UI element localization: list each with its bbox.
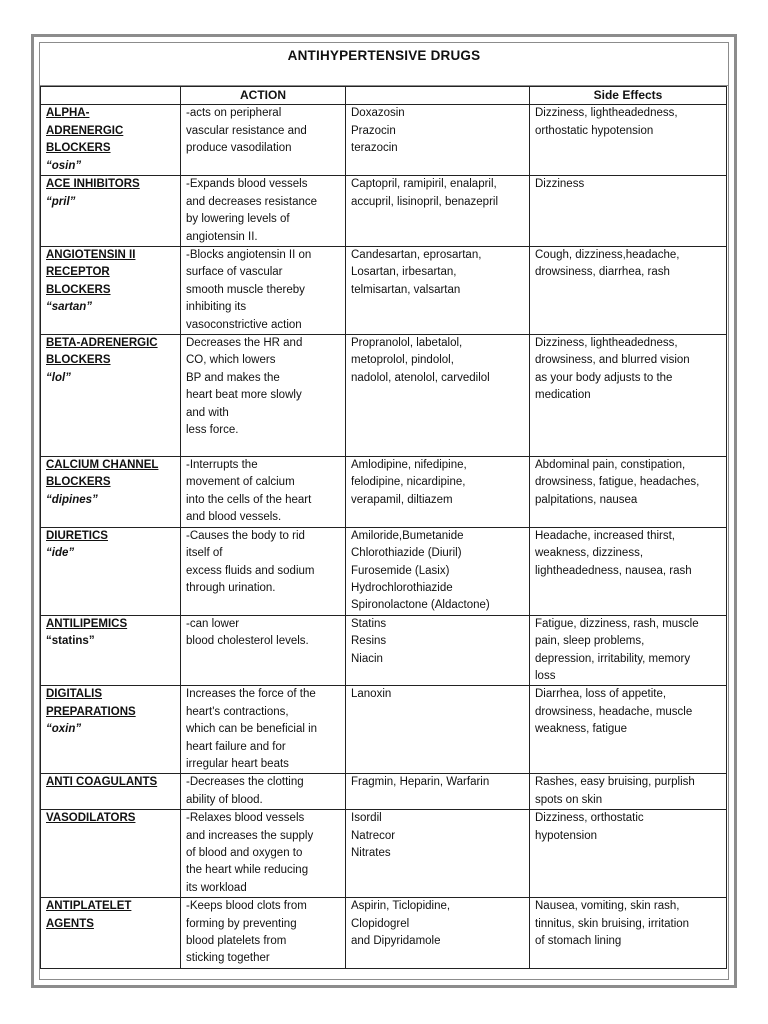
side-effects-cell xyxy=(530,247,727,335)
drug-class-cell xyxy=(41,335,181,457)
drug-class-name: DIGITALIS PREPARATIONS xyxy=(46,688,136,718)
drug-class-name: DIURETICS xyxy=(46,529,108,542)
table-row xyxy=(41,457,727,528)
action-cell xyxy=(181,335,346,457)
action-cell xyxy=(181,105,346,176)
drug-class-suffix: “sartan” xyxy=(46,301,93,314)
header-action: ACTION xyxy=(181,87,346,105)
drug-class-name: CALCIUM CHANNEL BLOCKERS xyxy=(46,459,159,489)
action-cell xyxy=(181,176,346,247)
drugs-cell-text: Fragmin, Heparin, Warfarin xyxy=(351,776,490,789)
drugs-cell-text: Doxazosin Prazocin terazocin xyxy=(351,107,405,155)
header-class xyxy=(41,87,181,105)
action-cell xyxy=(181,898,346,969)
action-cell-text: -can lower blood cholesterol levels. xyxy=(186,617,309,648)
drug-class-suffix: “ide” xyxy=(46,547,75,560)
drug-class-cell xyxy=(41,176,181,247)
side-effects-cell-text: Cough, dizziness,headache, drowsiness, diarrhea, rash xyxy=(535,249,680,279)
action-cell-text: -Interrupts the movement of calcium into the cells of the heart and blood vessels. xyxy=(186,459,312,524)
table-row xyxy=(41,686,727,774)
drug-class-cell xyxy=(41,898,181,969)
drugs-cell xyxy=(346,247,530,335)
header-drugs xyxy=(346,87,530,105)
side-effects-cell xyxy=(530,774,727,810)
side-effects-cell xyxy=(530,335,727,457)
drugs-cell xyxy=(346,615,530,686)
drug-class-name: VASODILATORS xyxy=(46,812,136,825)
side-effects-cell-text: Fatigue, dizziness, rash, muscle pain, sleep problems, depression, irritability, memory loss xyxy=(535,617,699,682)
table-row xyxy=(41,615,727,686)
drug-class-suffix: “oxin” xyxy=(46,723,82,736)
side-effects-cell xyxy=(530,176,727,247)
header-side-effects: Side Effects xyxy=(530,87,727,105)
action-cell-text: -Relaxes blood vessels and increases the supply of blood and oxygen to the heart while reducing its workload xyxy=(186,812,314,894)
drug-class-name: ANTILIPEMICS xyxy=(46,617,128,630)
drug-class-suffix: “osin” xyxy=(46,159,82,172)
action-cell-text: -Decreases the clotting ability of blood. xyxy=(186,776,304,806)
action-cell xyxy=(181,457,346,528)
drug-class-name: ANGIOTENSIN II RECEPTOR BLOCKERS xyxy=(46,249,136,296)
drug-class-name: ANTI COAGULANTS xyxy=(46,776,158,789)
drugs-cell-text: Statins Resins Niacin xyxy=(351,617,387,665)
drug-class-cell xyxy=(41,615,181,686)
drug-class-cell xyxy=(41,105,181,176)
drugs-cell-text: Aspirin, Ticlopidine, Clopidogrel and Dipyridamole xyxy=(351,900,451,948)
side-effects-cell-text: Headache, increased thirst, weakness, dizziness, lightheadedness, nausea, rash xyxy=(535,529,692,577)
drugs-cell xyxy=(346,105,530,176)
side-effects-cell-text: Nausea, vomiting, skin rash, tinnitus, skin bruising, irritation of stomach lining xyxy=(535,900,690,948)
side-effects-cell xyxy=(530,898,727,969)
page-title: ANTIHYPERTENSIVE DRUGS xyxy=(287,48,481,63)
drug-class-cell xyxy=(41,686,181,774)
drugs-cell-text: Amlodipine, nifedipine, felodipine, nicardipine, verapamil, diltiazem xyxy=(351,459,467,506)
action-cell-text: -Blocks angiotensin II on surface of vascular smooth muscle thereby inhibiting its vasoconstrictive action xyxy=(186,249,312,331)
table-row xyxy=(41,898,727,969)
drugs-cell-text: Lanoxin xyxy=(351,688,392,701)
action-cell-text: -acts on peripheral vascular resistance and produce vasodilation xyxy=(186,107,307,155)
drug-class-suffix: “pril” xyxy=(46,195,76,208)
side-effects-cell xyxy=(530,457,727,528)
drugs-cell xyxy=(346,898,530,969)
side-effects-cell xyxy=(530,527,727,615)
action-cell xyxy=(181,686,346,774)
action-cell xyxy=(181,615,346,686)
drug-class-name: BETA-ADRENERGIC BLOCKERS xyxy=(46,337,158,367)
table-row xyxy=(41,105,727,176)
drugs-cell xyxy=(346,810,530,898)
drug-table xyxy=(40,86,727,969)
table-row xyxy=(41,810,727,898)
drugs-cell-text: Amiloride,Bumetanide Chlorothiazide (Diuril) Furosemide (Lasix) Hydrochlorothiazide Spironolactone (Aldactone) xyxy=(351,529,490,612)
action-cell xyxy=(181,527,346,615)
action-cell-text: -Keeps blood clots from forming by preventing blood platelets from sticking together xyxy=(186,900,307,965)
drugs-cell xyxy=(346,774,530,810)
drugs-cell-text: Candesartan, eprosartan, Losartan, irbesartan, telmisartan, valsartan xyxy=(351,249,482,296)
side-effects-cell-text: Abdominal pain, constipation, drowsiness, fatigue, headaches, palpitations, nausea xyxy=(535,459,700,506)
drug-class-cell xyxy=(41,457,181,528)
drug-class-cell xyxy=(41,247,181,335)
drug-class-name: ALPHA- ADRENERGIC BLOCKERS xyxy=(46,107,124,155)
table-row xyxy=(41,527,727,615)
drug-class-name: ACE INHIBITORS xyxy=(46,178,140,191)
drugs-cell-text: Propranolol, labetalol, metoprolol, pindolol, nadolol, atenolol, carvedilol xyxy=(351,337,490,384)
drug-class-suffix: “statins” xyxy=(46,635,95,648)
drugs-cell-text: Isordil Natrecor Nitrates xyxy=(351,812,396,859)
action-cell xyxy=(181,247,346,335)
action-cell xyxy=(181,810,346,898)
drug-class-cell xyxy=(41,527,181,615)
drugs-cell-text: Captopril, ramipiril, enalapril, accupril, lisinopril, benazepril xyxy=(351,178,499,208)
action-cell-text: Increases the force of the heart's contractions, which can be beneficial in heart failure and for irregular heart beats xyxy=(186,688,318,770)
drug-class-cell xyxy=(41,810,181,898)
table-row xyxy=(41,247,727,335)
side-effects-cell-text: Dizziness, orthostatic hypotension xyxy=(535,812,644,842)
table-header-row xyxy=(41,87,727,105)
table-row xyxy=(41,176,727,247)
drugs-cell xyxy=(346,457,530,528)
side-effects-cell-text: Dizziness xyxy=(535,178,585,191)
side-effects-cell xyxy=(530,686,727,774)
side-effects-cell xyxy=(530,105,727,176)
drug-class-suffix: “dipines” xyxy=(46,493,98,506)
action-cell-text: -Causes the body to rid itself of excess fluids and sodium through urination. xyxy=(186,529,315,594)
action-cell xyxy=(181,774,346,810)
drug-class-suffix: “lol” xyxy=(46,371,71,384)
drugs-cell xyxy=(346,686,530,774)
action-cell-text: Decreases the HR and CO, which lowers BP and makes the heart beat more slowly and with less force. xyxy=(186,337,303,437)
drugs-cell xyxy=(346,335,530,457)
side-effects-cell-text: Diarrhea, loss of appetite, drowsiness, headache, muscle weakness, fatigue xyxy=(535,688,693,736)
action-cell-text: -Expands blood vessels and decreases resistance by lowering levels of angiotensin II. xyxy=(186,178,318,243)
table-row xyxy=(41,335,727,457)
side-effects-cell-text: Dizziness, lightheadedness, orthostatic hypotension xyxy=(535,107,678,137)
drug-class-name: ANTIPLATELET AGENTS xyxy=(46,900,132,930)
table-row xyxy=(41,774,727,810)
side-effects-cell xyxy=(530,615,727,686)
side-effects-cell xyxy=(530,810,727,898)
drug-class-cell xyxy=(41,774,181,810)
drugs-cell xyxy=(346,527,530,615)
drugs-cell xyxy=(346,176,530,247)
side-effects-cell-text: Rashes, easy bruising, purplish spots on skin xyxy=(535,776,695,806)
side-effects-cell-text: Dizziness, lightheadedness, drowsiness, and blurred vision as your body adjusts to the medication xyxy=(535,337,690,402)
